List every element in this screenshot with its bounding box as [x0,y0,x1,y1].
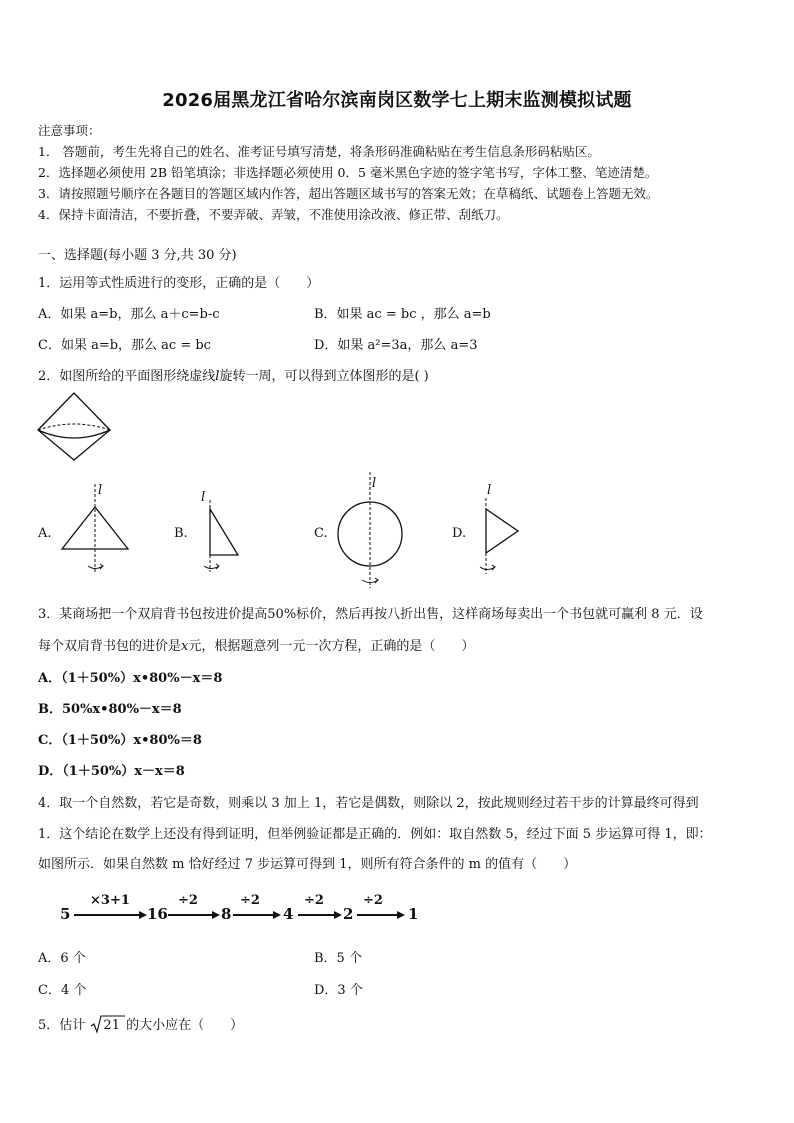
chain-operation: ÷2 [240,893,260,908]
chain-number: 2 [343,905,354,923]
operation-chain-diagram [58,890,428,930]
axis-label-c: l [372,476,377,491]
question-4-line-3: 如图所示．如果自然数 m 恰好经过 7 步运算可得到 1，则所有符合条件的 m 的值有（ ） [38,857,577,872]
chain-operation: ÷2 [304,893,324,908]
chain-number: 1 [408,905,419,923]
notice-heading: 注意事项： [38,123,101,138]
q2-stem-var: l [215,369,220,384]
chain-operation: ÷2 [178,893,198,908]
axis-label-d: l [487,483,492,498]
axis-label-b: l [201,490,206,505]
section-heading: 一、选择题(每小题 3 分,共 30 分) [38,248,237,263]
q3-line-2-pre: 每个双肩背书包的进价是 [38,639,182,654]
q3-line-2-var: x [181,639,189,654]
q5-stem-post: 的大小应在（ ） [126,1018,244,1033]
q4-option-c: C．4 个 [38,983,87,998]
chain-number: 5 [60,905,71,923]
notice-item: 1． 答题前，考生先将自己的姓名、准考证号填写清楚，将条形码准确粘贴在考生信息条形码粘贴区。 [38,144,600,159]
q3-option-a: A．（1＋50%）x•80%－x＝8 [38,671,223,686]
q2-option-c-label: C. [314,526,328,541]
q2-option-d-figure [472,494,532,580]
chain-number: 8 [221,905,232,923]
q1-option-a: A．如果 a=b，那么 a＋c=b-c [38,307,220,322]
notice-item: 2．选择题必须使用 2B 铅笔填涂；非选择题必须使用 0．5 毫米黑色字迹的签字笔书写，字体工整、笔迹清楚。 [38,165,658,180]
question-2-stem [38,365,429,384]
q1-option-d: D．如果 a²=3a，那么 a=3 [314,338,478,353]
double-cone-figure [36,390,116,466]
notice-item: 3．请按照题号顺序在各题目的答题区域内作答，超出答题区域书写的答案无效；在草稿纸、试题卷上答题无效。 [38,186,659,201]
question-1-stem: 1．运用等式性质进行的变形，正确的是（ ） [38,276,320,291]
q1-option-c: C．如果 a=b，那么 ac = bc [38,338,211,353]
q1-option-b: B．如果 ac = bc ，那么 a=b [314,307,491,322]
q3-option-d: D．（1＋50%）x－x＝8 [38,764,185,779]
notice-item: 4．保持卡面清洁，不要折叠，不要弄破、弄皱，不准使用涂改液、修正带、刮纸刀。 [38,207,509,222]
q2-option-a-label: A. [38,526,52,541]
q3-option-b: B．50%x•80%－x＝8 [38,702,182,717]
question-3-line-1: 3．某商场把一个双肩背书包按进价提高50%标价，然后再按八折出售，这样商场每卖出一个书包就可赢利 8 元．设 [38,607,703,622]
q3-line-2-post: 元，根据题意列一元一次方程，正确的是（ ） [188,639,475,654]
q4-option-b: B．5 个 [314,951,362,966]
sqrt-expression [91,1018,120,1033]
chain-number: 4 [283,905,294,923]
question-3-line-2 [38,635,474,654]
q2-option-b-figure [196,492,256,582]
q3-option-c: C．（1＋50%）x•80%＝8 [38,733,202,748]
question-4-line-1: 4．取一个自然数，若它是奇数，则乘以 3 加上 1，若它是偶数，则除以 2，按此规则经过若干步的计算最终可得到 [38,796,699,811]
q4-option-d: D．3 个 [314,983,363,998]
q4-option-a: A．6 个 [38,951,86,966]
question-4-line-2: 1．这个结论在数学上还没有得到证明，但举例验证都是正确的．例如：取自然数 5，经过下面 5 步运算可得 1，即： [38,827,712,842]
axis-label-a: l [98,483,103,498]
q2-stem-pre: 2．如图所给的平面图形绕虚线 [38,369,216,384]
chain-operation: ×3+1 [90,893,130,908]
q2-option-b-label: B. [174,526,188,541]
chain-operation: ÷2 [363,893,383,908]
page-title: 2026届黑龙江省哈尔滨南岗区数学七上期末监测模拟试题 [162,90,632,111]
q2-stem-post: 旋转一周，可以得到立体图形的是( ) [219,369,429,384]
q2-option-d-label: D. [452,526,467,541]
chain-number: 16 [147,905,168,923]
sqrt-radicand: 21 [103,1018,120,1033]
question-5-stem [38,1014,243,1033]
q5-stem-pre: 5．估计 [38,1018,86,1033]
